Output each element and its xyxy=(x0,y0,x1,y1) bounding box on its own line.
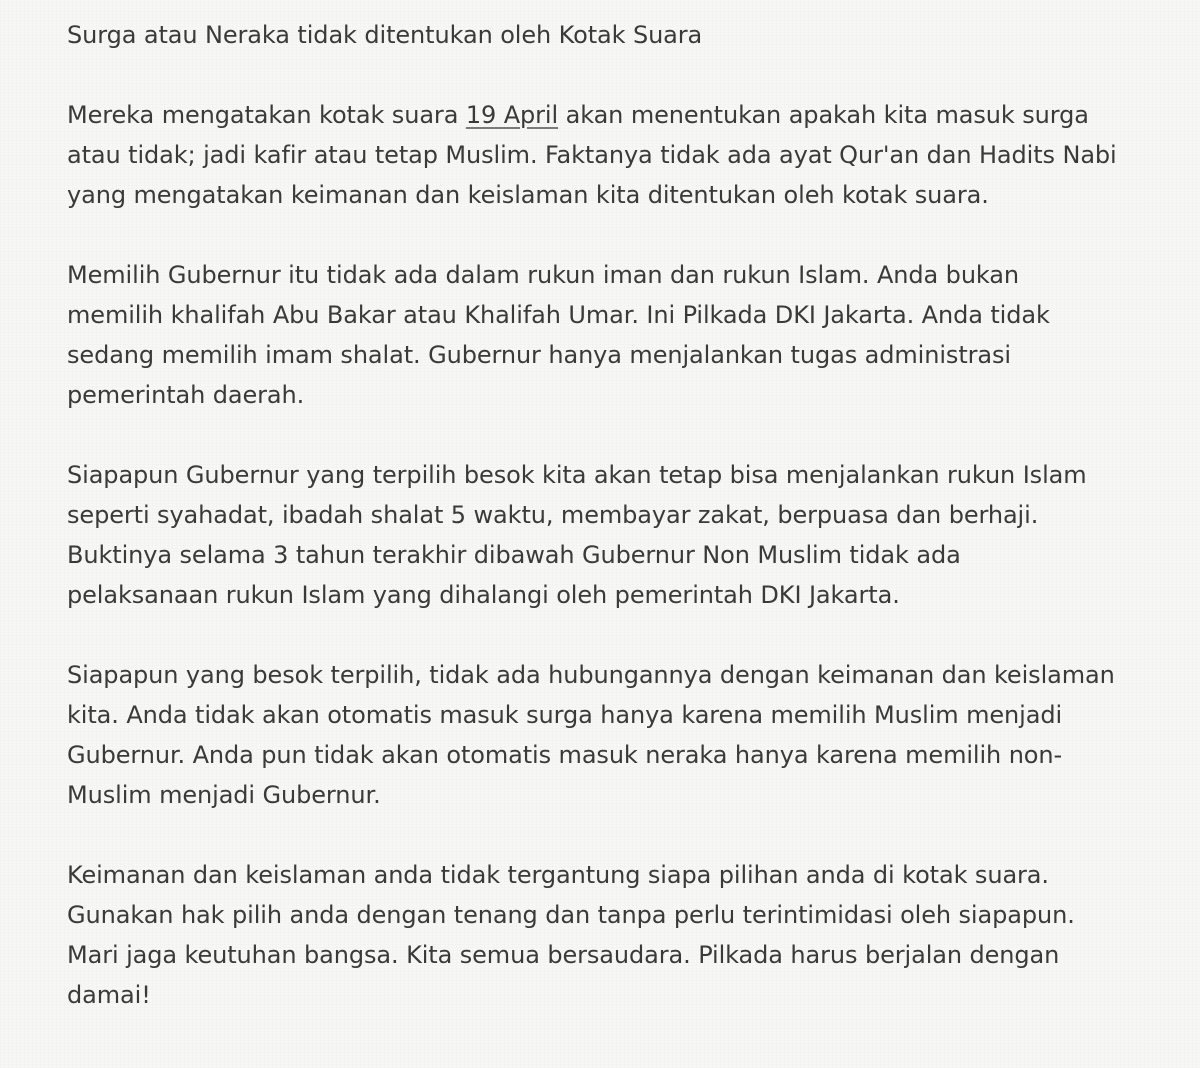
paragraph-line: yang mengatakan keimanan dan keislaman kita ditentukan oleh kotak suara. xyxy=(67,181,989,209)
paragraph-line: seperti syahadat, ibadah shalat 5 waktu, membayar zakat, berpuasa dan berhaji. xyxy=(67,501,1039,529)
paragraph-line: pelaksanaan rukun Islam yang dihalangi oleh pemerintah DKI Jakarta. xyxy=(67,581,900,609)
paragraph-line: atau tidak; jadi kafir atau tetap Muslim. Faktanya tidak ada ayat Qur'an dan Hadits Nabi xyxy=(67,141,1117,169)
paragraph-line: Mari jaga keutuhan bangsa. Kita semua bersaudara. Pilkada harus berjalan dengan xyxy=(67,941,1060,969)
paragraph-line: Memilih Gubernur itu tidak ada dalam rukun iman dan rukun Islam. Anda bukan xyxy=(67,261,1020,289)
paragraph-line xyxy=(67,95,1160,135)
note-title: Surga atau Neraka tidak ditentukan oleh Kotak Suara xyxy=(67,21,703,49)
paragraph-3 xyxy=(67,455,1160,615)
paragraph-line: sedang memilih imam shalat. Gubernur hanya menjalankan tugas administrasi xyxy=(67,341,1011,369)
paragraph-line: Siapapun Gubernur yang terpilih besok kita akan tetap bisa menjalankan rukun Islam xyxy=(67,461,1087,489)
paragraph-line: pemerintah daerah. xyxy=(67,381,305,409)
paragraph-2 xyxy=(67,255,1160,415)
paragraph-1 xyxy=(67,95,1160,215)
paragraph-line: kita. Anda tidak akan otomatis masuk surga hanya karena memilih Muslim menjadi xyxy=(67,701,1063,729)
text-segment: akan menentukan apakah kita masuk surga xyxy=(558,101,1089,129)
paragraph-line: memilih khalifah Abu Bakar atau Khalifah Umar. Ini Pilkada DKI Jakarta. Anda tidak xyxy=(67,301,1050,329)
paragraph-5 xyxy=(67,855,1160,1015)
paragraph-line: Gunakan hak pilih anda dengan tenang dan tanpa perlu terintimidasi oleh siapapun. xyxy=(67,901,1075,929)
blank-line xyxy=(67,55,1160,95)
paragraph-line: Keimanan dan keislaman anda tidak tergantung siapa pilihan anda di kotak suara. xyxy=(67,861,1049,889)
paragraph-line: Muslim menjadi Gubernur. xyxy=(67,781,381,809)
paragraph-4 xyxy=(67,655,1160,815)
paragraph-line: Siapapun yang besok terpilih, tidak ada hubungannya dengan keimanan dan keislaman xyxy=(67,661,1115,689)
paragraph-line: Gubernur. Anda pun tidak akan otomatis masuk neraka hanya karena memilih non- xyxy=(67,741,1063,769)
blank-line xyxy=(67,415,1160,455)
blank-line xyxy=(67,215,1160,255)
paragraph-line: Buktinya selama 3 tahun terakhir dibawah Gubernur Non Muslim tidak ada xyxy=(67,541,961,569)
blank-line xyxy=(67,815,1160,855)
text-segment: Mereka mengatakan kotak suara xyxy=(67,101,466,129)
date-link[interactable]: 19 April xyxy=(465,101,559,129)
blank-line xyxy=(67,615,1160,655)
paragraph-line: damai! xyxy=(67,981,151,1009)
